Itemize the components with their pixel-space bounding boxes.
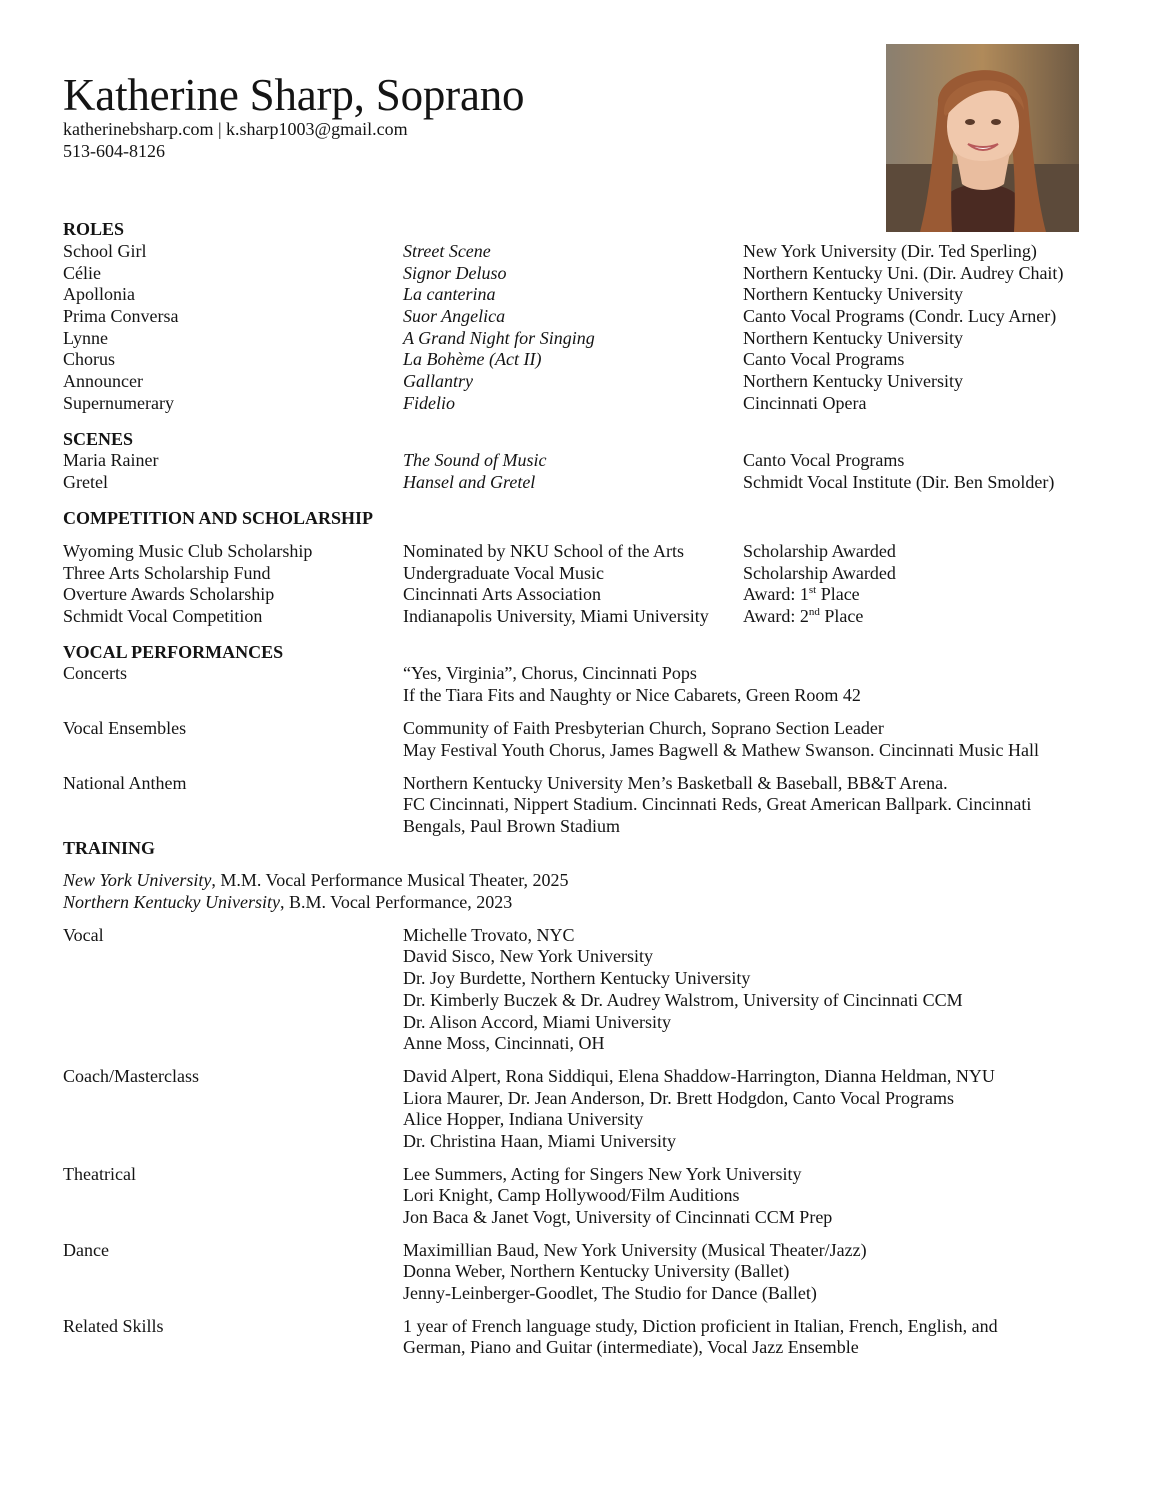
- competition-name: Schmidt Vocal Competition: [63, 606, 263, 626]
- coach-line: Liora Maurer, Dr. Jean Anderson, Dr. Brett Hodgdon, Canto Vocal Programs: [403, 1088, 955, 1108]
- roles-heading: ROLES: [63, 219, 125, 239]
- degree-school: New York University: [63, 870, 212, 890]
- result-ordinal: nd: [808, 606, 820, 618]
- role-row: [0, 262, 1150, 284]
- result-text: Scholarship Awarded: [743, 541, 896, 561]
- dance-line: Jenny-Leinberger-Goodlet, The Studio for Dance (Ballet): [403, 1283, 817, 1303]
- vocal-ensembles-line: May Festival Youth Chorus, James Bagwell & Mathew Swanson. Cincinnati Music Hall: [403, 740, 1039, 760]
- resume-name: Katherine Sharp, Soprano: [63, 70, 525, 120]
- scenes-heading: SCENES: [63, 429, 134, 449]
- degree-detail: , B.M. Vocal Performance, 2023: [279, 892, 513, 912]
- vocal-teacher: Dr. Alison Accord, Miami University: [403, 1012, 671, 1032]
- role-organization: Northern Kentucky University: [743, 371, 963, 391]
- vocal-ensembles-line: Community of Faith Presbyterian Church, Soprano Section Leader: [403, 718, 884, 738]
- competition-row: [0, 540, 1150, 562]
- scene-row: [0, 449, 1150, 471]
- role-row: [0, 370, 1150, 392]
- role-row: [0, 305, 1150, 327]
- national-anthem-line: Northern Kentucky University Men’s Basketball & Baseball, BB&T Arena.: [403, 773, 948, 793]
- role-work: Fidelio: [403, 393, 455, 413]
- competition-result: [743, 562, 896, 584]
- role-organization: Cincinnati Opera: [743, 393, 867, 413]
- scene-role: Gretel: [63, 472, 108, 492]
- vocal-teacher: Dr. Kimberly Buczek & Dr. Audrey Walstrom, University of Cincinnati CCM: [403, 990, 963, 1010]
- result-text: Scholarship Awarded: [743, 563, 896, 583]
- contact-website-email: katherinebsharp.com | k.sharp1003@gmail.com: [63, 119, 408, 139]
- scene-row: [0, 471, 1150, 493]
- role-work: La Bohème (Act II): [403, 349, 542, 369]
- concerts-label: Concerts: [63, 663, 127, 683]
- related-skills-label: Related Skills: [63, 1316, 164, 1336]
- competition-result: [743, 583, 860, 605]
- degree-school: Northern Kentucky University: [63, 892, 280, 912]
- role-organization: Canto Vocal Programs: [743, 349, 905, 369]
- national-anthem-line: Bengals, Paul Brown Stadium: [403, 816, 620, 836]
- scene-work: The Sound of Music: [403, 450, 547, 470]
- scene-organization: Canto Vocal Programs: [743, 450, 905, 470]
- competition-row: [0, 605, 1150, 627]
- related-skills-line: 1 year of French language study, Diction proficient in Italian, French, English, and: [403, 1316, 998, 1336]
- theatrical-line: Lori Knight, Camp Hollywood/Film Auditions: [403, 1185, 740, 1205]
- role-organization: Northern Kentucky University: [743, 328, 963, 348]
- dance-line: Donna Weber, Northern Kentucky University (Ballet): [403, 1261, 790, 1281]
- theatrical-line: Lee Summers, Acting for Singers New York University: [403, 1164, 802, 1184]
- result-tail: Place: [816, 584, 860, 604]
- competition-result: [743, 605, 863, 627]
- role-organization: New York University (Dir. Ted Sperling): [743, 241, 1037, 261]
- role-organization: Northern Kentucky Uni. (Dir. Audrey Chait): [743, 263, 1064, 283]
- result-text: Award: 2: [743, 606, 809, 626]
- role-work: Gallantry: [403, 371, 473, 391]
- competition-row: [0, 562, 1150, 584]
- role-row: [0, 348, 1150, 370]
- result-tail: Place: [819, 606, 864, 626]
- competition-result: [743, 540, 896, 562]
- role-name: Prima Conversa: [63, 306, 179, 326]
- dance-line: Maximillian Baud, New York University (Musical Theater/Jazz): [403, 1240, 867, 1260]
- role-work: A Grand Night for Singing: [403, 328, 595, 348]
- training-heading: TRAINING: [63, 838, 156, 858]
- related-skills-line: German, Piano and Guitar (intermediate), Vocal Jazz Ensemble: [403, 1337, 859, 1357]
- vocal-performances-heading: VOCAL PERFORMANCES: [63, 642, 284, 662]
- role-work: Street Scene: [403, 241, 491, 261]
- competition-row: [0, 583, 1150, 605]
- competition-heading: COMPETITION AND SCHOLARSHIP: [63, 508, 374, 528]
- competition-detail: Undergraduate Vocal Music: [403, 563, 604, 583]
- theatrical-line: Jon Baca & Janet Vogt, University of Cincinnati CCM Prep: [403, 1207, 833, 1227]
- degree-line: [63, 891, 512, 913]
- scene-work: Hansel and Gretel: [403, 472, 536, 492]
- competition-name: Three Arts Scholarship Fund: [63, 563, 271, 583]
- headshot-photo: [886, 44, 1079, 232]
- vocal-teacher: Dr. Joy Burdette, Northern Kentucky University: [403, 968, 751, 988]
- coach-masterclass-label: Coach/Masterclass: [63, 1066, 199, 1086]
- role-organization: Northern Kentucky University: [743, 284, 963, 304]
- theatrical-label: Theatrical: [63, 1164, 136, 1184]
- vocal-training-label: Vocal: [63, 925, 104, 945]
- competition-detail: Indianapolis University, Miami University: [403, 606, 709, 626]
- role-name: Announcer: [63, 371, 143, 391]
- role-row: [0, 327, 1150, 349]
- national-anthem-line: FC Cincinnati, Nippert Stadium. Cincinnati Reds, Great American Ballpark. Cincinnati: [403, 794, 1032, 814]
- coach-line: David Alpert, Rona Siddiqui, Elena Shaddow-Harrington, Dianna Heldman, NYU: [403, 1066, 995, 1086]
- vocal-teacher: Anne Moss, Cincinnati, OH: [403, 1033, 605, 1053]
- role-name: Supernumerary: [63, 393, 174, 413]
- scene-organization: Schmidt Vocal Institute (Dir. Ben Smolder): [743, 472, 1055, 492]
- role-name: Chorus: [63, 349, 116, 369]
- competition-detail: Cincinnati Arts Association: [403, 584, 601, 604]
- contact-phone: 513-604-8126: [63, 141, 165, 161]
- coach-line: Dr. Christina Haan, Miami University: [403, 1131, 676, 1151]
- result-text: Award: 1: [743, 584, 809, 604]
- national-anthem-label: National Anthem: [63, 773, 187, 793]
- dance-label: Dance: [63, 1240, 109, 1260]
- role-work: Suor Angelica: [403, 306, 506, 326]
- vocal-ensembles-label: Vocal Ensembles: [63, 718, 187, 738]
- competition-detail: Nominated by NKU School of the Arts: [403, 541, 684, 561]
- role-name: School Girl: [63, 241, 147, 261]
- result-ordinal: st: [808, 584, 817, 596]
- competition-name: Wyoming Music Club Scholarship: [63, 541, 313, 561]
- role-row: [0, 240, 1150, 262]
- degree-line: [63, 869, 569, 891]
- role-name: Lynne: [63, 328, 108, 348]
- concerts-line: If the Tiara Fits and Naughty or Nice Cabarets, Green Room 42: [403, 685, 861, 705]
- concerts-line: “Yes, Virginia”, Chorus, Cincinnati Pops: [403, 663, 697, 683]
- role-name: Célie: [63, 263, 101, 283]
- contact-block: [63, 118, 408, 162]
- role-name: Apollonia: [63, 284, 135, 304]
- vocal-teacher: David Sisco, New York University: [403, 946, 653, 966]
- role-organization: Canto Vocal Programs (Condr. Lucy Arner): [743, 306, 1057, 326]
- competition-name: Overture Awards Scholarship: [63, 584, 275, 604]
- degree-detail: , M.M. Vocal Performance Musical Theater, 2025: [211, 870, 569, 890]
- coach-line: Alice Hopper, Indiana University: [403, 1109, 644, 1129]
- role-work: Signor Deluso: [403, 263, 507, 283]
- scene-role: Maria Rainer: [63, 450, 159, 470]
- vocal-teacher: Michelle Trovato, NYC: [403, 925, 575, 945]
- role-row: [0, 283, 1150, 305]
- role-row: [0, 392, 1150, 414]
- role-work: La canterina: [403, 284, 496, 304]
